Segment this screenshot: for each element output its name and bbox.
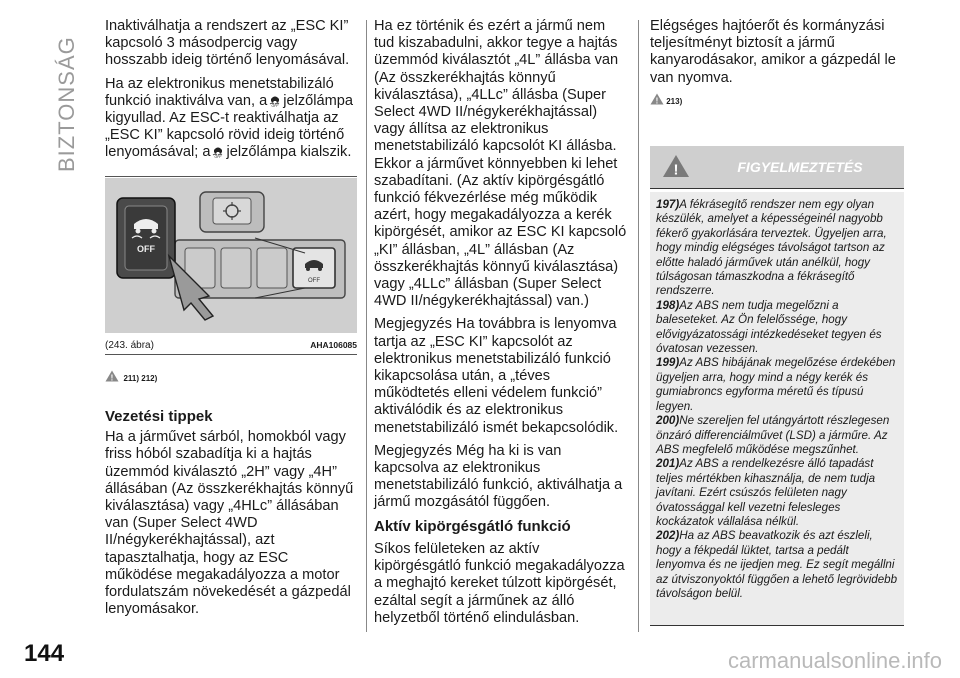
figure-caption xyxy=(105,340,357,354)
column-2 xyxy=(374,18,628,633)
warning-item: 200)Ne szereljen fel utángyártott részlegesen önzáró differenciálművet (LSD) a járműre. Az ABS megfelelő működése megszűnhet. xyxy=(656,414,890,456)
warning-title: FIGYELMEZTETÉS xyxy=(737,159,863,175)
note-paragraph: Megjegyzés Ha továbbra is lenyomva tartja az „ESC KI” kapcsolót az elektronikus menetstabilizáló funkció kikapcsolása után, a „téves működtetés elleni védelem funkció” aktiválódik és az elektronikus menetstabilizáló ismét bekapcsolódik. xyxy=(374,316,619,436)
figure-number: (243. ábra) xyxy=(105,340,154,351)
column-divider xyxy=(638,20,639,632)
warning-item: 201)Az ABS a rendelkezésre álló tapadást teljes mértékben kihasználja, de nem tudja javítani. Ezért csúszós felületen nagy óvatossággal kell vezetni felesleges kockázatok vállalása nélkül. xyxy=(656,457,876,528)
paragraph: Inaktiválhatja a rendszert az „ESC KI” kapcsoló 3 másodpercig vagy hosszabb ideig történő lenyomásával. xyxy=(105,18,350,69)
warning-item: 197)A fékrásegítő rendszer nem egy olyan készülék, amelyet a képességeinél nagyobb fékerő gyakorlására terveztek. Ügyeljen arra, hogy mindig elégséges távolságot tartson az előtte haladó járművek után anélkül, hogy túlságosan támaszkodna a fékrásegítő rendszerre. xyxy=(656,198,887,298)
warning-item: 202)Ha az ABS beavatkozik és azt észleli, hogy a fékpedál lüktet, tartsa a pedált lenyomva és ne ijedjen meg. Ez segít megállni az útviszonyoktól függően a lehető legrövidebb távolságon belül. xyxy=(656,529,898,600)
column-divider xyxy=(366,20,367,632)
section-heading: Vezetési tippek xyxy=(105,408,213,425)
svg-text:OFF: OFF xyxy=(308,278,320,284)
page-number: 144 xyxy=(24,640,65,667)
warning-triangle-icon xyxy=(650,93,664,105)
esc-off-switch-illustration xyxy=(105,178,357,333)
svg-text:!: ! xyxy=(655,96,659,105)
paragraph: Ha ez történik és ezért a jármű nem tud kiszabadulni, akkor tegye a hajtás üzemmód kiválasztót „4L” állásba van (Az összkerékhajtás könnyű kiválasztása), „4LLc” állásba (Super Select 4WD II/négykerékhajtással) vagy állítsa az elektronikus menetstabilizáló kapcsolót KI állásba. Ekkor a járművet könnyebben ki lehet szabadítani. (Az aktív kipörgésgátló funkció fékvezérlése még működik azért, hogy megakadályozza a kerék kipörgését, amikor az ESC KI kapcsoló „KI” állásban, „4L” állásban (Az összkerékhajtás könnyű kiválasztása) vagy „4LLc” állásban (Super Select 4WD II/négykerékhajtással) van.) xyxy=(374,18,627,310)
esc-off-icon xyxy=(268,93,282,107)
reference-numbers: 213) xyxy=(666,96,683,106)
column-3 xyxy=(650,18,900,116)
driving-tips-section xyxy=(105,408,357,618)
svg-text:!: ! xyxy=(673,161,679,178)
paragraph: Ha az elektronikus menetstabilizáló funkció inaktiválva van, a OFF jelzőlámpa kigyullad. Az ESC-t reaktiválhatja az „ESC KI” kapcsoló rövid ideig történő lenyomásával; a OFF jelzőlámpa kialszik. xyxy=(105,75,354,161)
reference-numbers: 211) 212) xyxy=(123,374,158,383)
warning-triangle-icon xyxy=(662,154,690,178)
svg-text:OFF: OFF xyxy=(137,244,155,254)
section-title: BIZTONSÁG xyxy=(54,36,79,172)
figure-code: AHA106085 xyxy=(310,340,357,350)
dashboard-switch-figure xyxy=(105,178,357,333)
svg-text:OFF: OFF xyxy=(214,155,222,159)
warning-item: 198)Az ABS nem tudja megelőzni a baleseteket. Az Ön felelőssége, hogy elővigyázatossági intézkedéseket tegyen és óvatosan vezessen. xyxy=(656,298,882,356)
esc-off-icon xyxy=(211,144,225,158)
paragraph: Elégséges hajtóerőt és kormányzási teljesítményt biztosít a jármű kanyarodásakor, amikor a gázpedál le van nyomva. xyxy=(650,18,896,86)
section-heading: Aktív kipörgésgátló funkció xyxy=(374,517,571,535)
warning-item: 199)Az ABS hibájának megelőzése érdekében ügyeljen arra, hogy mind a négy kerék és gumiabroncs egyforma méretű és típusú legyen. xyxy=(656,356,896,413)
figure-top-rule xyxy=(105,176,357,177)
figure-bottom-rule xyxy=(105,354,357,355)
references xyxy=(105,368,357,386)
references xyxy=(650,93,900,110)
watermark: carmanualsonline.info xyxy=(727,648,942,673)
warning-list xyxy=(650,192,904,626)
paragraph: Síkos felületeken az aktív kipörgésgátló funkció megakadályozza a meghajtó kereket túlzott kipörgését, ezáltal segít a járműnek az álló helyzetből történő elindulásban. xyxy=(374,540,625,626)
note-paragraph: Megjegyzés Még ha ki is van kapcsolva az elektronikus menetstabilizáló funkció, aktiválhatja a jármű mozgásától függően. xyxy=(374,442,623,511)
warning-triangle-icon xyxy=(105,370,119,382)
paragraph: Ha a járművet sárból, homokból vagy friss hóból szabadítja ki a hajtás üzemmód kiválasztó „2H” vagy „4H” állásában (Az összkerékhajtás könnyű kiválasztása) vagy „4HLc” állásában van (Super Select 4WD II/négykerékhajtással), azt tapasztalhatja, hogy az ESC működése megakadályozza a motor fordulatszám növekedését a gázpedál lenyomásakor. xyxy=(105,429,354,618)
column-1 xyxy=(105,18,357,168)
svg-text:!: ! xyxy=(110,373,114,382)
section-side-tab xyxy=(50,22,80,172)
svg-text:OFF: OFF xyxy=(271,103,279,107)
warning-header xyxy=(650,146,904,189)
